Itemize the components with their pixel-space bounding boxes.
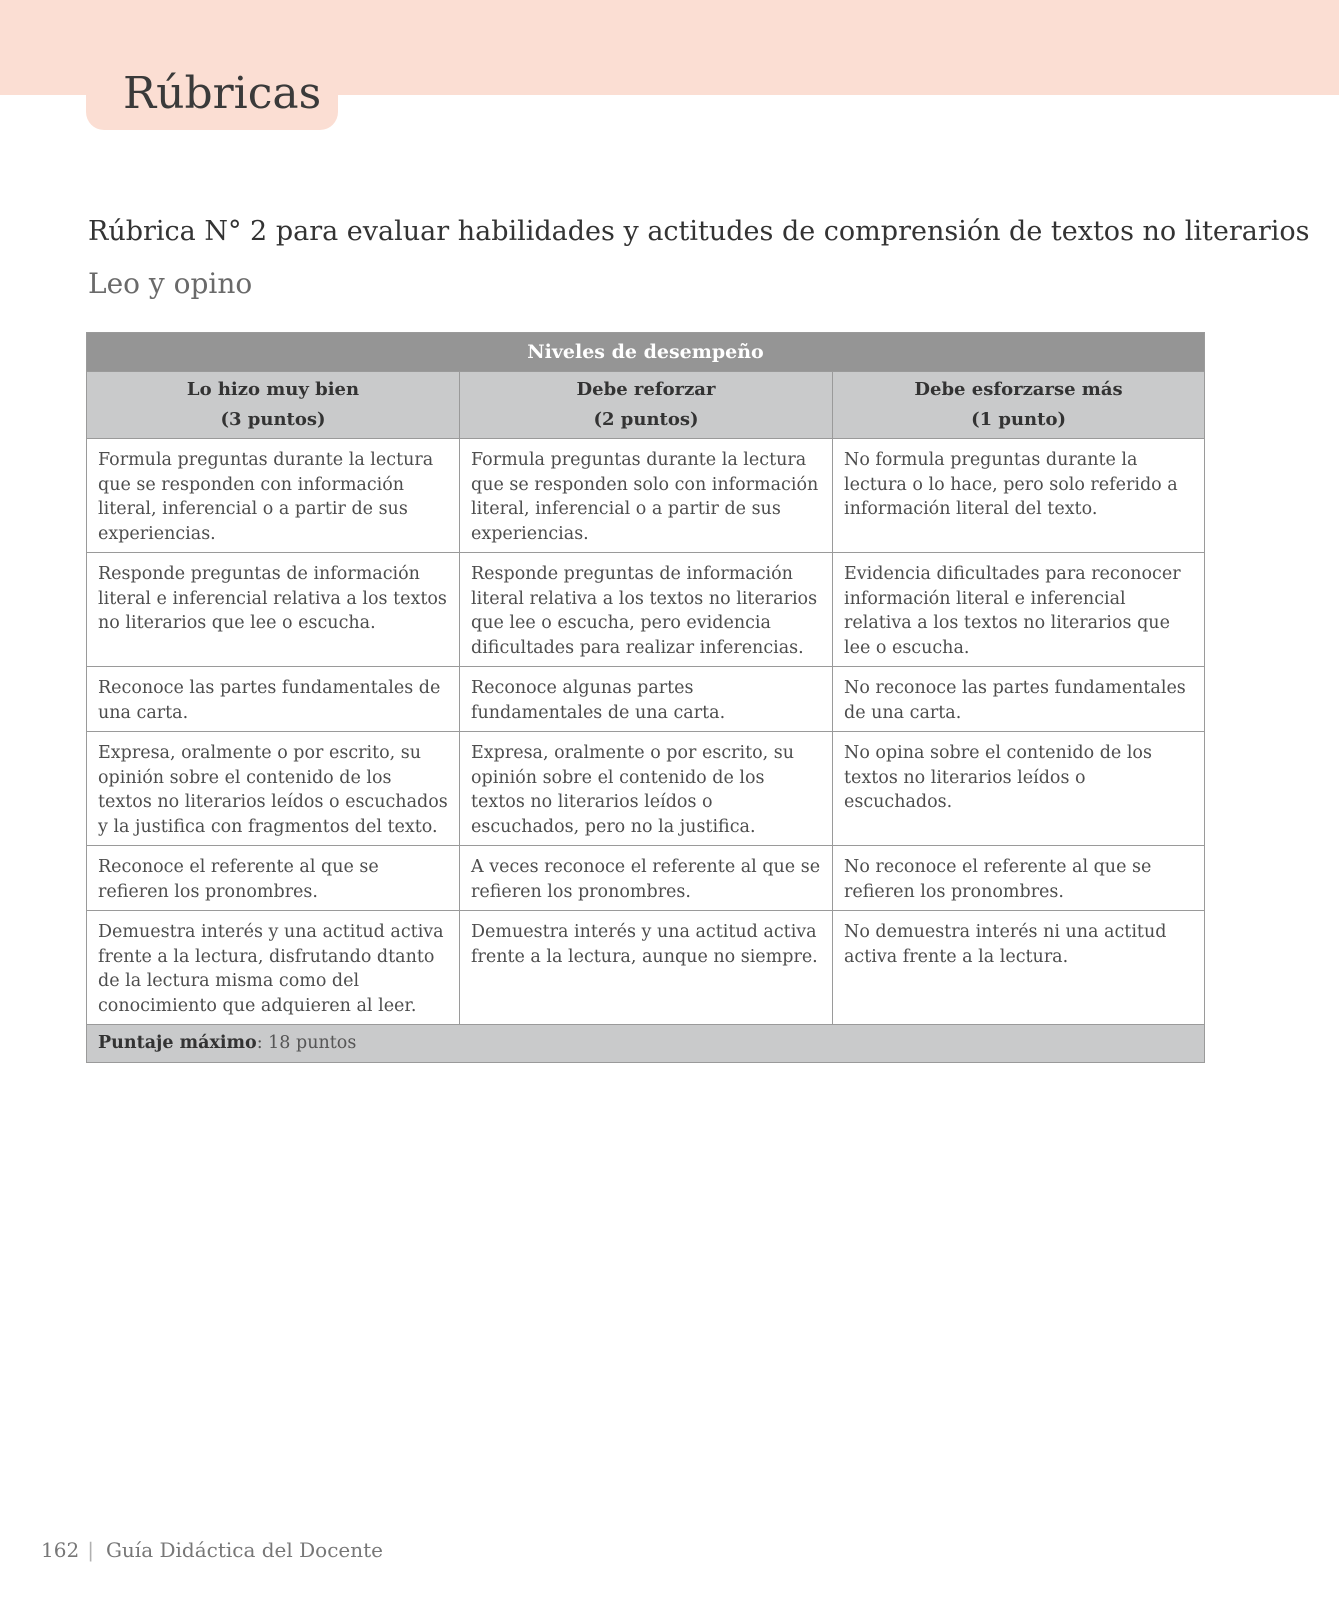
table-cell: No reconoce las partes fundamentales de una carta.: [833, 667, 1205, 732]
table-cell: Demuestra interés y una actitud activa frente a la lectura, aunque no siempre.: [460, 911, 833, 1025]
level-name: Lo hizo muy bien: [186, 379, 360, 400]
table-cell: No formula preguntas durante la lectura o lo hace, pero solo referido a información literal del texto.: [833, 439, 1205, 553]
table-cell: Evidencia dificultades para reconocer información literal e inferencial relativa a los textos no literarios que lee o escucha.: [833, 553, 1205, 667]
rubric-table: [86, 332, 1205, 1063]
table-row: [87, 846, 1205, 911]
table-row: [87, 553, 1205, 667]
table-cell: Formula preguntas durante la lectura que se responden con información literal, inferencial o a partir de sus experiencias.: [87, 439, 460, 553]
footer-separator: |: [87, 1538, 94, 1562]
page-number: 162: [41, 1538, 80, 1562]
level-points: (2 puntos): [593, 409, 699, 430]
table-row: [87, 911, 1205, 1025]
table-row: [87, 439, 1205, 553]
table-cell: Formula preguntas durante la lectura que se responden solo con información literal, inferencial o a partir de sus experiencias.: [460, 439, 833, 553]
level-header-1: [833, 372, 1205, 439]
table-cell: Expresa, oralmente o por escrito, su opinión sobre el contenido de los textos no literarios leídos o escuchados, pero no la justifica.: [460, 732, 833, 846]
table-cell: A veces reconoce el referente al que se refieren los pronombres.: [460, 846, 833, 911]
table-row: [87, 667, 1205, 732]
level-name: Debe esforzarse más: [914, 379, 1123, 400]
rubric-subtitle: Leo y opino: [88, 267, 253, 300]
table-cell: Responde preguntas de información literal relativa a los textos no literarios que lee o escucha, pero evidencia dificultades para realizar inferencias.: [460, 553, 833, 667]
section-title: Rúbricas: [123, 68, 322, 119]
levels-header: Niveles de desempeño: [87, 333, 1205, 372]
rubric-title: Rúbrica N° 2 para evaluar habilidades y actitudes de comprensión de textos no literarios: [88, 216, 1310, 247]
table-row: [87, 732, 1205, 846]
level-header-3: [87, 372, 460, 439]
table-cell: Reconoce las partes fundamentales de una carta.: [87, 667, 460, 732]
table-cell: Responde preguntas de información literal e inferencial relativa a los textos no literarios que lee o escucha.: [87, 553, 460, 667]
max-score-row: [87, 1025, 1205, 1063]
table-cell: Expresa, oralmente o por escrito, su opinión sobre el contenido de los textos no literarios leídos o escuchados y la justifica con fragmentos del texto.: [87, 732, 460, 846]
table-cell: Demuestra interés y una actitud activa frente a la lectura, disfrutando dtanto de la lectura misma como del conocimiento que adquieren al leer.: [87, 911, 460, 1025]
level-name: Debe reforzar: [576, 379, 716, 400]
table-cell: No demuestra interés ni una actitud activa frente a la lectura.: [833, 911, 1205, 1025]
level-points: (3 puntos): [220, 409, 326, 430]
level-points: (1 punto): [971, 409, 1066, 430]
max-score-value: : 18 puntos: [256, 1033, 357, 1054]
table-cell: No reconoce el referente al que se refieren los pronombres.: [833, 846, 1205, 911]
table-cell: Reconoce el referente al que se refieren los pronombres.: [87, 846, 460, 911]
level-header-2: [460, 372, 833, 439]
table-cell: Reconoce algunas partes fundamentales de una carta.: [460, 667, 833, 732]
table-cell: No opina sobre el contenido de los textos no literarios leídos o escuchados.: [833, 732, 1205, 846]
max-score-cell: [87, 1025, 1205, 1063]
book-title: Guía Didáctica del Docente: [105, 1538, 384, 1562]
max-score-label: Puntaje máximo: [98, 1033, 257, 1054]
page-footer: [41, 1536, 383, 1564]
